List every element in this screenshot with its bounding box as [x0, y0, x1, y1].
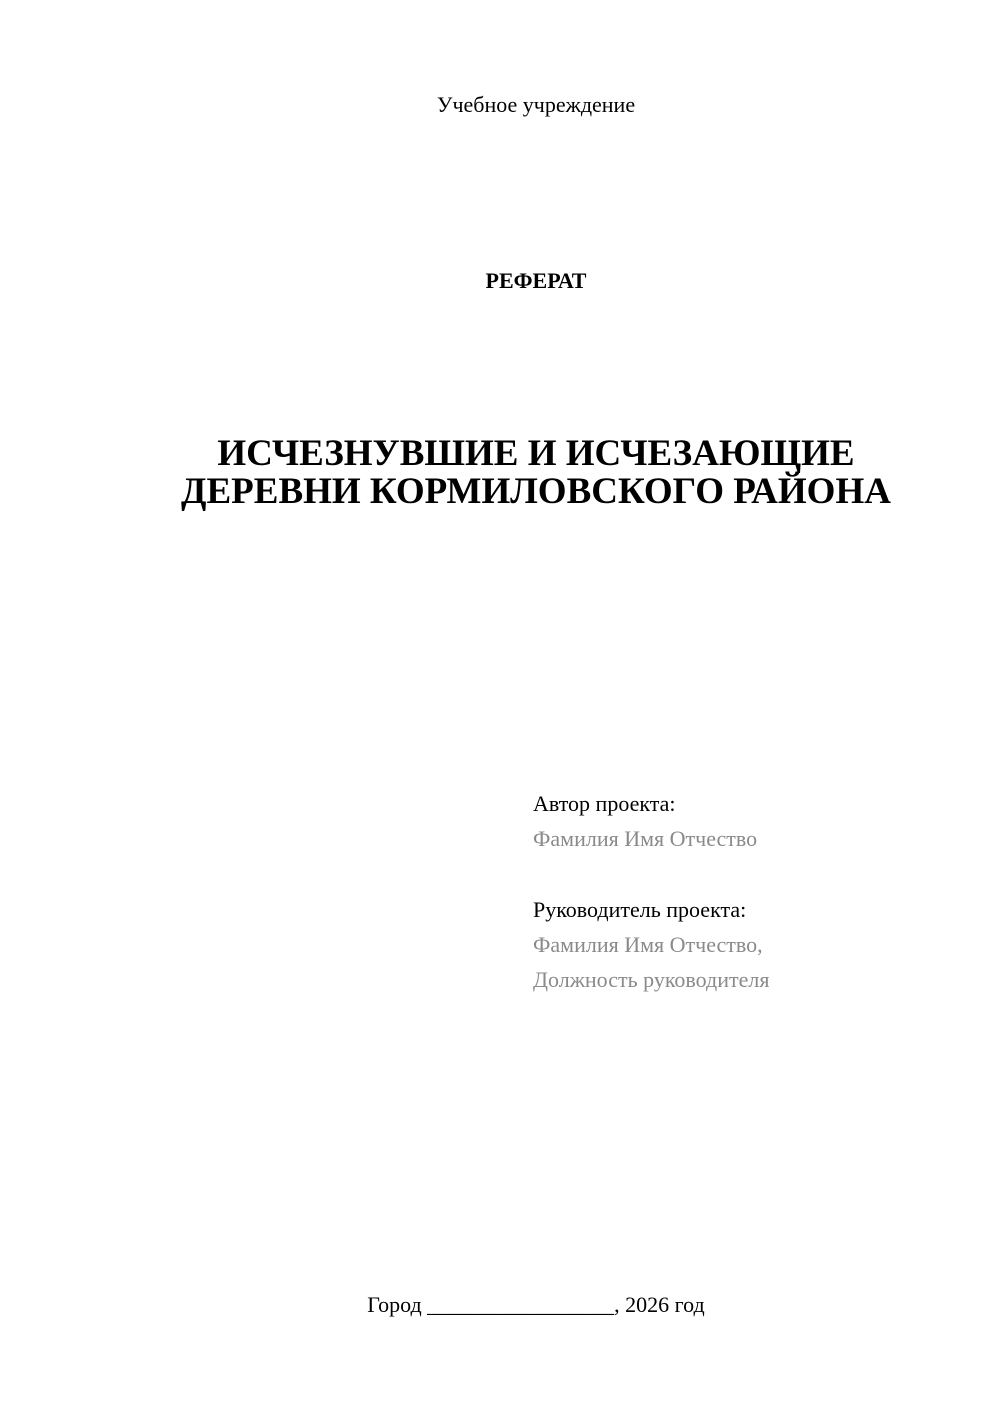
supervisor-position: Должность руководителя — [533, 967, 770, 992]
supervisor-label: Руководитель проекта: — [533, 897, 747, 922]
title-line-1: ИСЧЕЗНУВШИЕ И ИСЧЕЗАЮЩИЕ — [217, 433, 855, 474]
institution-name: Учебное учреждение — [436, 92, 636, 117]
author-label: Автор проекта: — [533, 791, 676, 816]
supervisor-name: Фамилия Имя Отчество, — [533, 932, 763, 957]
credits-spacer — [533, 856, 973, 892]
credits-block — [533, 786, 973, 997]
author-name: Фамилия Имя Отчество — [533, 826, 758, 851]
city-year-line: Город _________________, 2026 год — [367, 1292, 705, 1317]
document-type: РЕФЕРАТ — [485, 268, 587, 293]
document-title — [0, 435, 1000, 511]
title-line-2: ДЕРЕВНИ КОРМИЛОВСКОГО РАЙОНА — [181, 471, 891, 512]
